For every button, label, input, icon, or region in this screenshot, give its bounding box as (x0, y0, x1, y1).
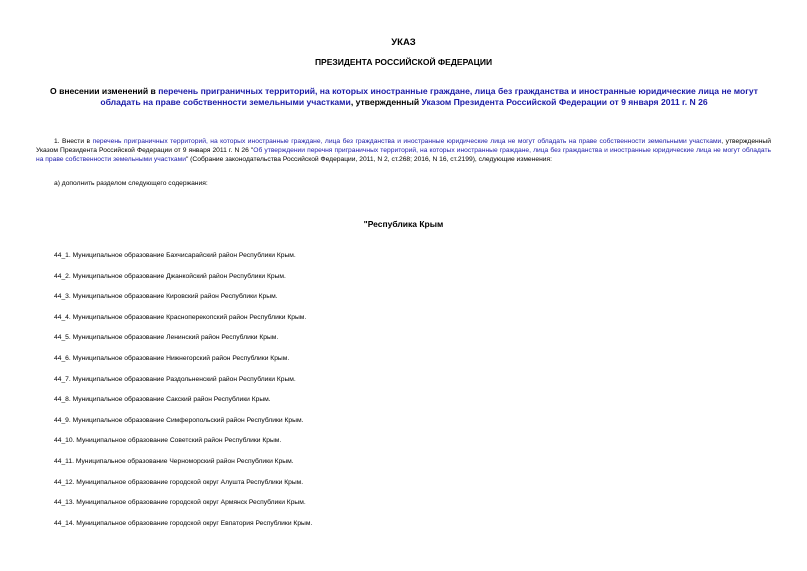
list-item: 44_9. Муниципальное образование Симферопольский район Республики Крым. (54, 416, 304, 424)
heading-link-decree[interactable]: Указом Президента Российской Федерации от 9 января 2011 г. N 26 (421, 97, 708, 107)
decree-issuer: ПРЕЗИДЕНТА РОССИЙСКОЙ ФЕДЕРАЦИИ (314, 57, 493, 67)
list-item: 44_4. Муниципальное образование Красноперекопский район Республики Крым. (54, 313, 307, 321)
list-item: 44_14. Муниципальное образование городской округ Евпатория Республики Крым. (54, 519, 313, 527)
para-text-3: " (Собрание законодательства Российской Федерации, 2011, N 2, ст.268; 2016, N 16, ст.2199), следующие изменения: (185, 156, 552, 164)
para-link-decree-title[interactable]: Об утверждении перечня приграничных территорий, на которых иностранные граждане, лица без гражданства и иностранные юридические лица не могут обладать на праве собственности земельными участками (36, 147, 771, 164)
decree-heading (34, 86, 774, 108)
list-item: 44_3. Муниципальное образование Кировский район Республики Крым. (54, 293, 278, 301)
subparagraph-a: а) дополнить разделом следующего содержания: (54, 180, 208, 187)
list-item: 44_8. Муниципальное образование Сакский район Республики Крым. (54, 396, 271, 404)
para-link-territories[interactable]: перечень приграничных территорий, на которых иностранные граждане, лица без гражданства и иностранные юридические лица не могут обладать на праве собственности земельными участками (92, 138, 722, 145)
list-item: 44_12. Муниципальное образование городской округ Алушта Республики Крым. (54, 478, 304, 486)
para-text-2: , утвержденный Указом Президента Российской Федерации от 9 января 2011 г. N 26 " (36, 138, 771, 155)
paragraph-1 (36, 137, 771, 165)
municipality-list (54, 251, 312, 539)
list-item: 44_2. Муниципальное образование Джанкойский район Республики Крым. (54, 272, 286, 280)
list-item: 44_7. Муниципальное образование Раздольненский район Республики Крым. (54, 375, 296, 383)
para-text-1: 1. Внести в (54, 138, 93, 145)
list-item: 44_6. Муниципальное образование Нижнегорский район Республики Крым. (54, 354, 290, 362)
list-item: 44_1. Муниципальное образование Бахчисарайский район Республики Крым. (54, 252, 296, 259)
list-item: 44_13. Муниципальное образование городской округ Армянск Республики Крым. (54, 499, 306, 507)
decree-title: УКАЗ (391, 37, 416, 48)
section-heading-crimea: "Республика Крым (363, 219, 444, 229)
list-item: 44_5. Муниципальное образование Ленинский район Республики Крым. (54, 334, 279, 342)
list-item: 44_11. Муниципальное образование Черноморский район Республики Крым. (54, 457, 294, 465)
heading-text-1: О внесении изменений в (50, 86, 159, 96)
heading-link-territories[interactable]: перечень приграничных территорий, на которых иностранные граждане, лица без гражданства и иностранные юридические лица не могут обладать на праве собственности земельными участками (100, 86, 758, 107)
heading-text-2: , утвержденный (350, 97, 422, 107)
list-item: 44_10. Муниципальное образование Советский район Республики Крым. (54, 437, 282, 445)
